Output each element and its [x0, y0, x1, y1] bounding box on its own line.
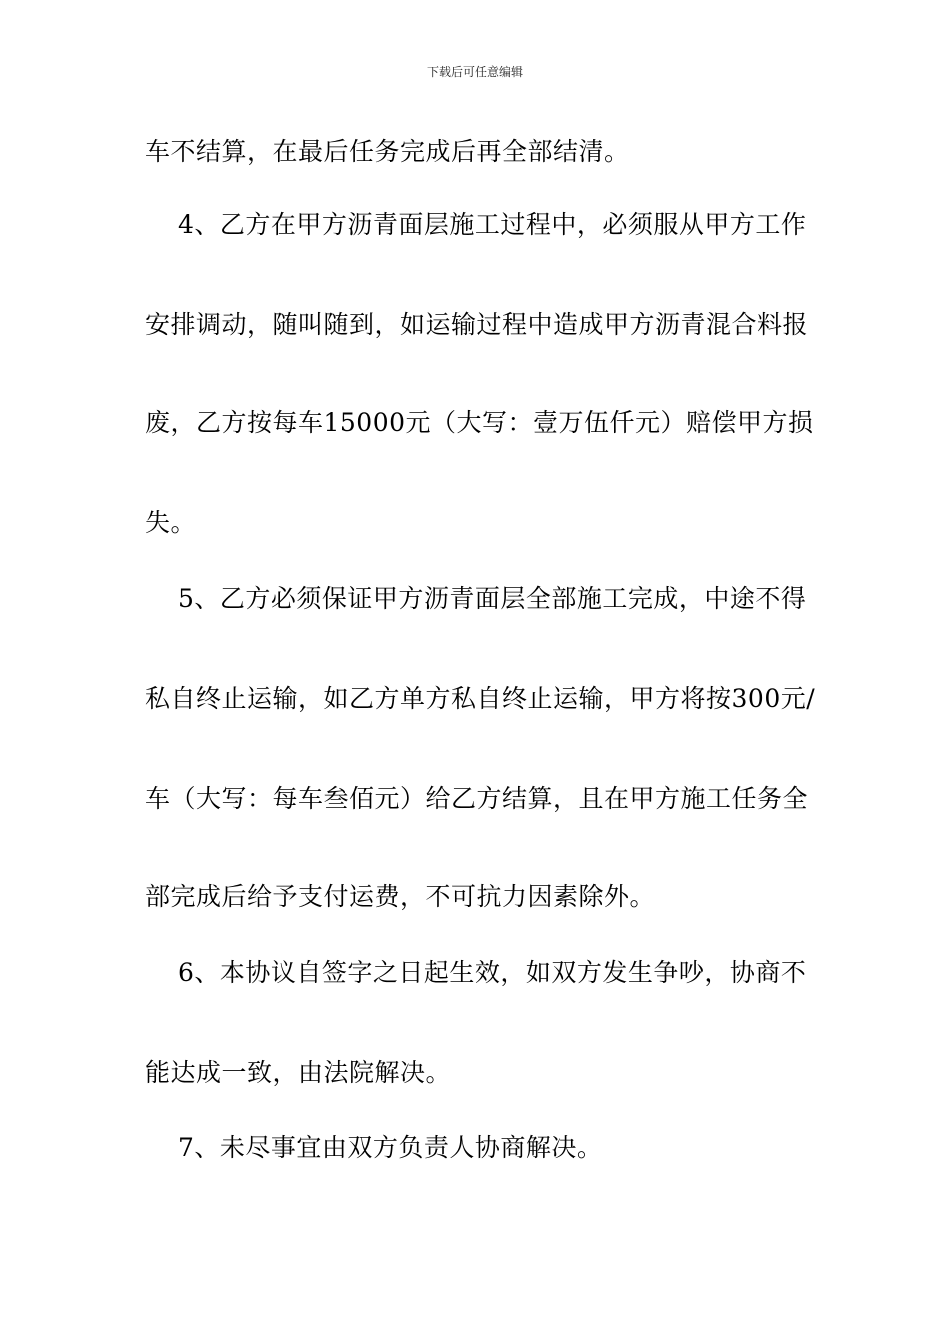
page-header: 下载后可任意编辑 [426, 65, 523, 79]
paragraph-line: 4、乙方在甲方沥青面层施工过程中，必须服从甲方工作 [178, 210, 807, 239]
paragraph-line: 车（大写：每车叁佰元）给乙方结算，且在甲方施工任务全 [145, 784, 809, 813]
paragraph-line: 私自终止运输，如乙方单方私自终止运输，甲方将按300元/ [145, 684, 816, 713]
paragraph-line: 车不结算，在最后任务完成后再全部结清。 [145, 137, 630, 166]
paragraph-line: 5、乙方必须保证甲方沥青面层全部施工完成，中途不得 [178, 584, 807, 613]
paragraph-line: 能达成一致，由法院解决。 [145, 1058, 452, 1087]
paragraph-line: 失。 [145, 508, 197, 537]
paragraph-line: 6、本协议自签字之日起生效，如双方发生争吵，协商不 [178, 958, 807, 987]
paragraph-line: 安排调动，随叫随到，如运输过程中造成甲方沥青混合料报 [145, 310, 809, 339]
paragraph-line: 废，乙方按每车15000元（大写：壹万伍仟元）赔偿甲方损 [145, 408, 814, 437]
paragraph-line: 7、未尽事宜由双方负责人协商解决。 [178, 1133, 603, 1162]
paragraph-line: 部完成后给予支付运费，不可抗力因素除外。 [145, 882, 656, 911]
